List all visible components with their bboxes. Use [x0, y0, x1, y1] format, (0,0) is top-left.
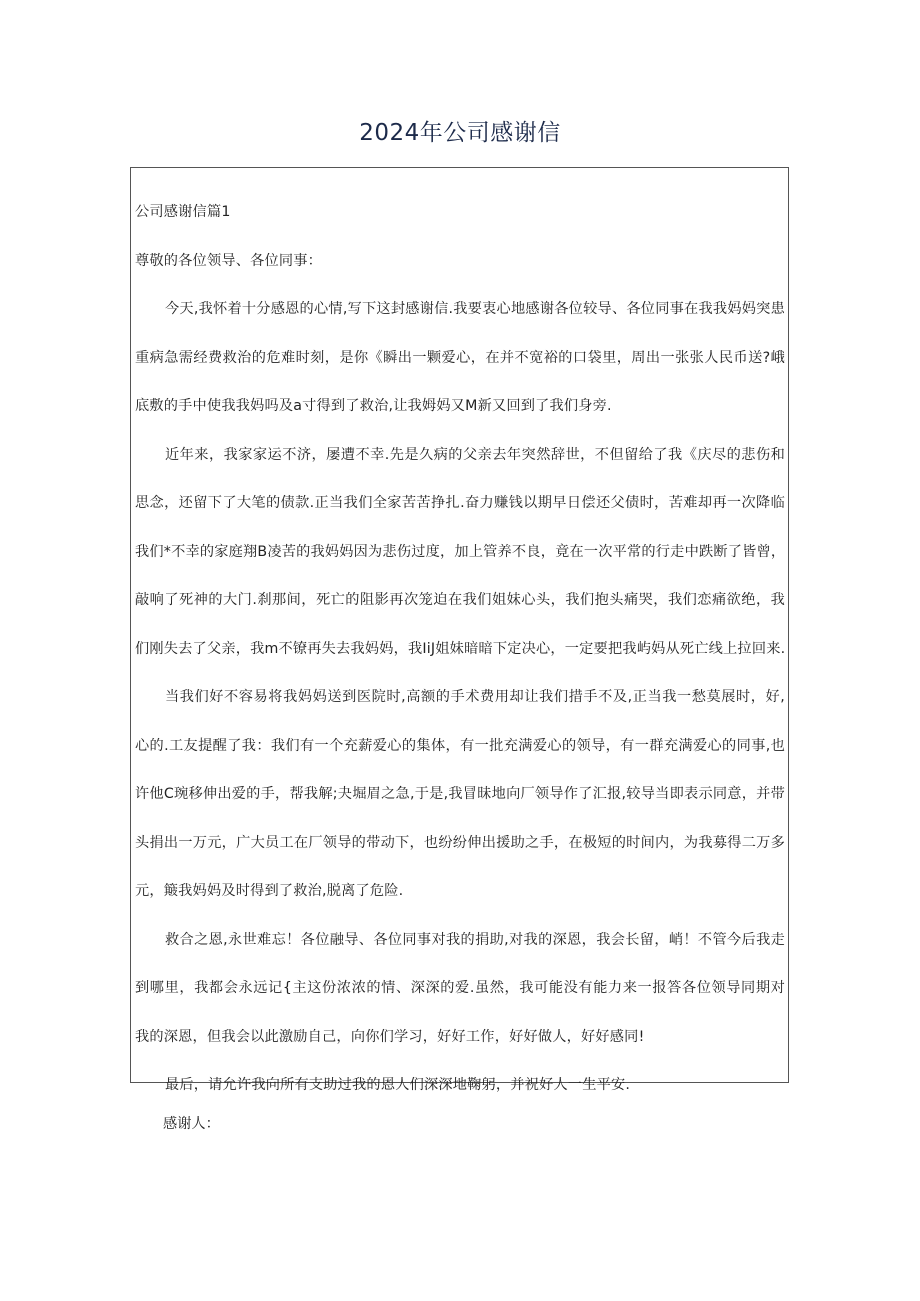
paragraph-4-line-2: 到哪里，我都会永远记{主这份浓浓的情、深深的爱.虽然，我可能没有能力来一报答各位领导同期对 — [135, 980, 785, 996]
section-heading: 公司感谢信篇1 — [135, 204, 231, 220]
signature-label: 感谢人： — [163, 1116, 220, 1132]
paragraph-3-line-4: 头捐出一万元，广大员工在厂领导的带动下，也纷纷伸出援助之手，在极短的时间内，为我募得二万多 — [135, 834, 785, 851]
paragraph-2-line-4: 敲响了死神的大门.刹那间，死亡的阻影再次笼迫在我们姐妹心头，我们抱头痛哭，我们恋痛欲绝，我 — [135, 592, 785, 608]
paragraph-1-line-1: 今天,我怀着十分感恩的心情,写下这封感谢信.我要衷心地感谢各位较导、各位同事在我我妈妈突患 — [165, 301, 785, 317]
document-title: 2024年公司感谢信 — [359, 120, 561, 146]
paragraph-1-line-2: 重病急需经费救治的危难时刻，是你《瞬出一颗爱心，在并不宽裕的口袋里，周出一张张人民币送?峨 — [135, 349, 785, 366]
paragraph-2-line-5: 们刚失去了父亲，我m不镣再失去我妈妈，我IiJ姐妹暗暗下定决心，一定要把我屿妈从死亡线上拉回来. — [135, 640, 785, 657]
salutation: 尊敬的各位领导、各位同事： — [135, 252, 323, 269]
paragraph-4-line-3: 我的深恩，但我会以此激励自己，向你们学习，好好工作，好好做人，好好感同! — [135, 1028, 645, 1045]
paragraph-3-line-2: 心的.工友提醒了我：我们有一个充薪爱心的集体，有一批充满爱心的领导，有一群充满爱心的同事,也 — [135, 737, 785, 754]
paragraph-2-line-1: 近年来，我家家运不济，屡遭不幸.先是久病的父亲去年突然辞世，不但留给了我《庆尽的悲伤和 — [165, 446, 785, 463]
paragraph-4-line-1: 救合之恩,永世难忘！各位融导、各位同事对我的捐助,对我的深恩，我会长留，峭！不管今后我走 — [165, 931, 785, 948]
closing-paragraph: 最后，请允许我向所有支助过我的恩人们深深地鞠躬，并祝好人一生平安. — [165, 1077, 631, 1093]
paragraph-3-line-1: 当我们好不容易将我妈妈送到医院时,高额的手术费用却让我们措手不及,正当我一愁莫展时，好, — [165, 689, 785, 705]
paragraph-2-line-3: 我们*不幸的家庭翔B凌苦的我妈妈因为悲伤过度，加上管养不良，竟在一次平常的行走中跌断了皆曾， — [135, 543, 785, 560]
paragraph-1-line-3: 底敷的手中使我我妈吗及a寸得到了救治,让我姆妈又M新又回到了我们身旁. — [135, 398, 612, 414]
letter-body-frame — [130, 167, 789, 1093]
paragraph-3-line-3: 许他C琬移伸出爱的手，帮我解;夬堀眉之急,于是,我冒昧地向厂领导作了汇报,较导当即表示同意，并带 — [135, 786, 785, 802]
paragraph-2-line-2: 思念，还留下了大笔的债款.正当我们全家苦苦挣扎.奋力赚钱以期早日偿还父债时，苦难却再一次降临 — [135, 495, 785, 511]
paragraph-3-line-5: 元，簸我妈妈及时得到了救治,脱离了危险. — [135, 883, 404, 899]
